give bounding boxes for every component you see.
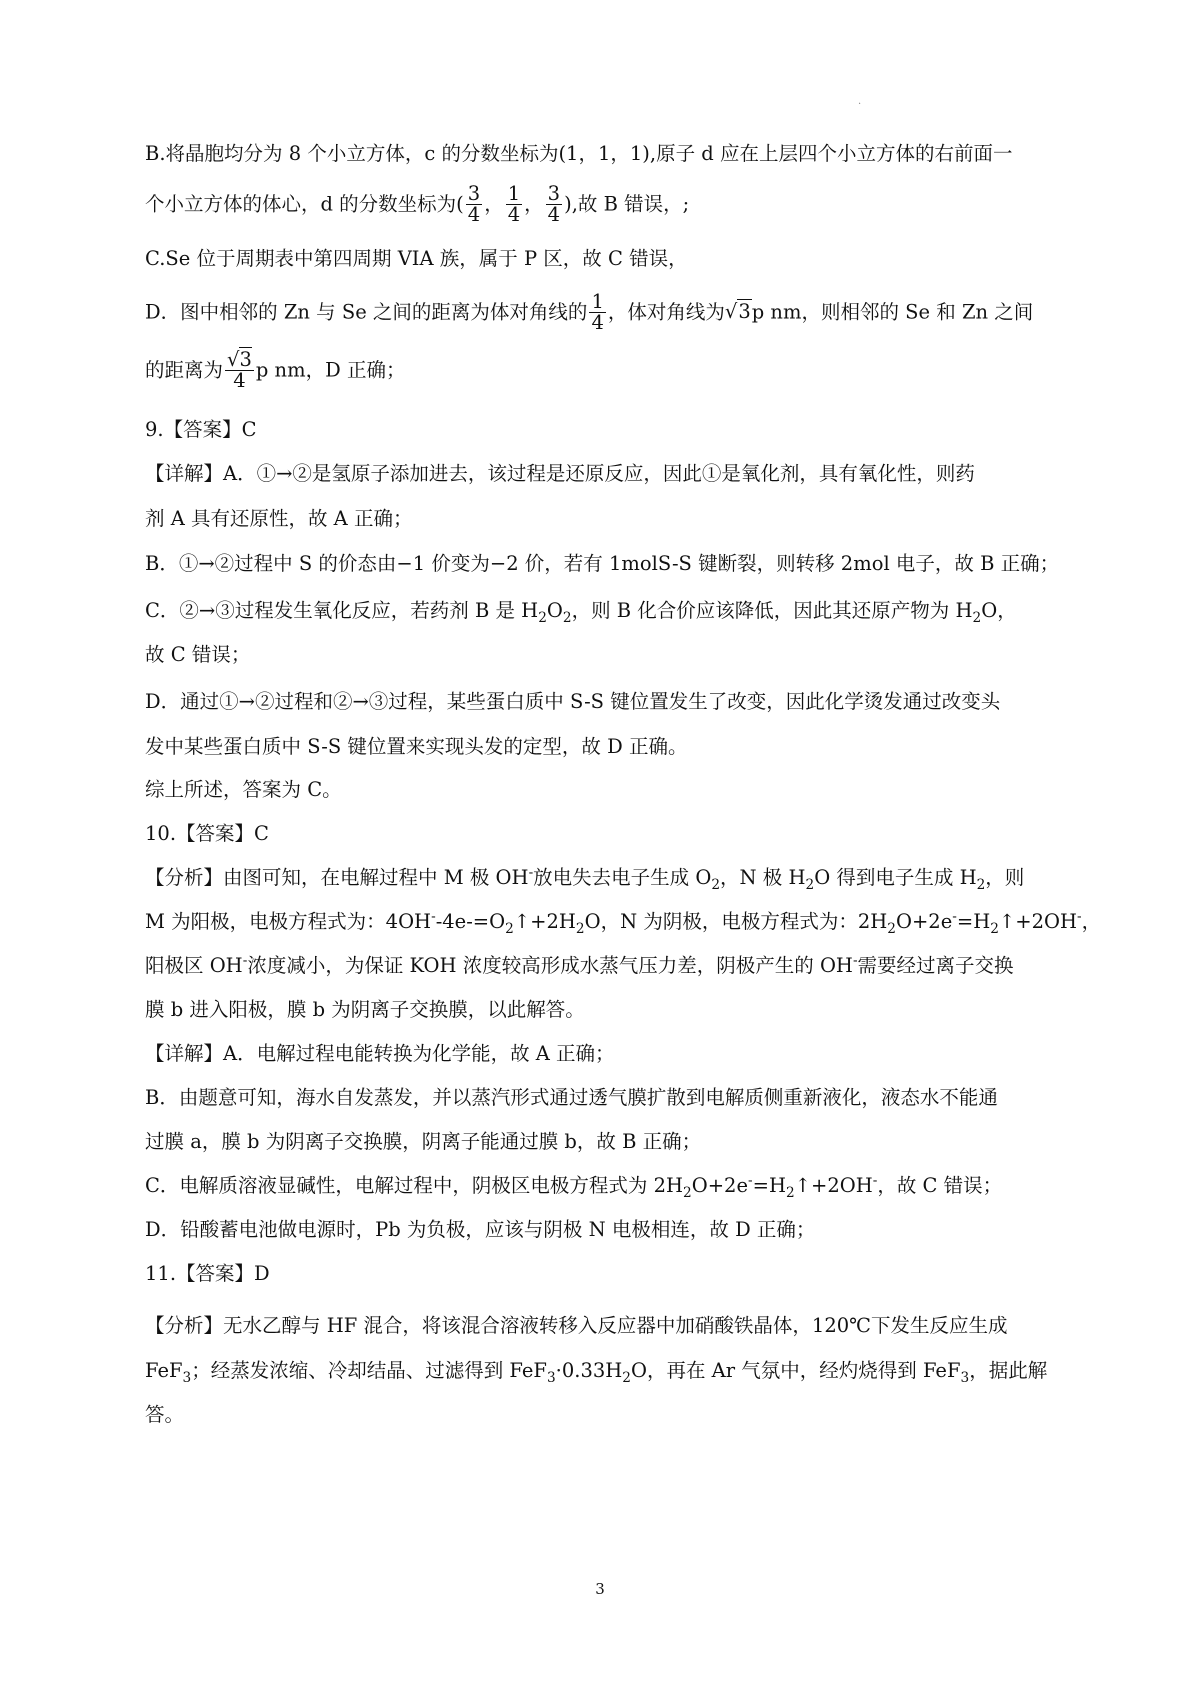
text-run: C．电解质溶液显碱性，电解过程中，阴极区电极方程式为 2H	[145, 1174, 684, 1197]
subscript: 2	[622, 1369, 631, 1386]
text-line	[145, 1357, 1075, 1385]
text-run: ，则 B 化合价应该降低，因此其还原产物为 H	[571, 599, 973, 622]
text-run: =H	[956, 910, 991, 933]
text-line: 【详解】A．电解过程电能转换为化学能，故 A 正确；	[145, 1042, 615, 1065]
text-run: ，	[1081, 910, 1102, 933]
text-run: O，	[981, 599, 1017, 622]
superscript: -	[431, 908, 436, 925]
text-run: 个小立方体的体心，d 的分数坐标为(	[145, 192, 464, 216]
numerator: 1	[507, 182, 521, 205]
superscript: -	[528, 864, 534, 881]
text-run: ),故 B 错误，;	[564, 192, 690, 216]
text-line: 【详解】A．①→②是氢原子添加进去，该过程是还原反应，因此①是氧化剂，具有氧化性，则药	[145, 462, 975, 485]
radicand: 3	[239, 348, 252, 371]
text-run: FeF	[145, 1359, 183, 1382]
subscript: 2	[990, 920, 999, 937]
scan-dot: .	[858, 96, 862, 107]
denominator: 4	[467, 203, 481, 227]
answer-heading: 10.【答案】C	[145, 822, 269, 845]
radicand: 3	[738, 300, 751, 324]
text-line: B.将晶胞均分为 8 个小立方体，c 的分数坐标为(1，1，1),原子 d 应在上层四个小立方体的右前面一	[145, 142, 1013, 165]
text-run: ·0.33H	[555, 1359, 623, 1382]
superscript: -	[242, 952, 248, 969]
text-line	[145, 908, 1102, 937]
text-line: 综上所述，答案为 C。	[145, 778, 342, 801]
text-line	[145, 292, 1075, 334]
square-root	[725, 298, 752, 326]
subscript: 3	[546, 1369, 556, 1386]
text-run: ，体对角线为	[607, 300, 725, 324]
text-line: 【分析】无水乙醇与 HF 混合，将该混合溶液转移入反应器中加硝酸铁晶体，120℃下发生反应生成	[145, 1314, 1008, 1337]
denominator: 4	[233, 369, 246, 393]
text-run: ↑+2OH	[998, 910, 1077, 933]
text-line: D．铅酸蓄电池做电源时，Pb 为负极，应该与阴极 N 电极相连，故 D 正确；	[145, 1218, 816, 1241]
text-line: B．由题意可知，海水自发蒸发，并以蒸汽形式通过透气膜扩散到电解质侧重新液化，液态水不能通	[145, 1086, 998, 1109]
text-run: 阳极区 OH	[145, 954, 243, 977]
denominator: 4	[591, 311, 604, 335]
text-run: ，N 极 H	[720, 866, 806, 889]
text-run: p nm，D 正确；	[255, 358, 406, 382]
text-run: ，	[524, 192, 544, 216]
text-line	[145, 864, 1075, 892]
text-run: 放电失去电子生成 O	[533, 866, 712, 889]
fraction	[466, 184, 482, 226]
text-run: ，	[484, 192, 504, 216]
numerator: 3	[467, 182, 481, 205]
numerator: 1	[591, 290, 604, 313]
subscript: 2	[538, 609, 547, 626]
text-line: D．通过①→②过程和②→③过程，某些蛋白质中 S-S 键位置发生了改变，因此化学烫发通过改变头	[145, 690, 1001, 713]
text-line: B．①→②过程中 S 的价态由−1 价变为−2 价，若有 1molS-S 键断裂，则转移 2mol 电子，故 B 正确；	[145, 552, 1060, 575]
text-line: 答。	[145, 1403, 185, 1426]
text-run: M 为阳极，电极方程式为：4OH	[145, 910, 432, 933]
answer-heading: 11.【答案】D	[145, 1262, 270, 1285]
text-run: ，据此解	[969, 1359, 1048, 1382]
radical-sign: √	[227, 348, 240, 371]
numerator: 3	[547, 182, 561, 205]
subscript: 2	[976, 876, 986, 893]
text-line	[145, 1172, 1075, 1200]
superscript: -	[952, 908, 957, 925]
fraction	[546, 184, 562, 226]
subscript: 2	[575, 920, 585, 937]
text-line	[145, 184, 1075, 226]
text-run: p nm，则相邻的 Se 和 Zn 之间	[751, 300, 1034, 324]
fraction	[506, 184, 522, 226]
text-run: 浓度减小，为保证 KOH 浓度较高形成水蒸气压力差，阴极产生的 OH	[247, 954, 853, 977]
text-run: O+2e	[691, 1174, 748, 1197]
text-run: O 得到电子生成 H	[814, 866, 977, 889]
text-run: ↑+2OH	[794, 1174, 873, 1197]
superscript: -	[748, 1172, 753, 1189]
text-run: ，故 C 错误；	[877, 1174, 1003, 1197]
superscript: -	[1076, 908, 1082, 925]
subscript: 2	[805, 876, 815, 893]
text-run: O	[546, 599, 563, 622]
subscript: 3	[182, 1369, 192, 1386]
superscript: -	[852, 952, 858, 969]
text-line: 膜 b 进入阳极，膜 b 为阴离子交换膜，以此解答。	[145, 998, 585, 1021]
answer-heading: 9.【答案】C	[145, 418, 257, 441]
text-run: C．②→③过程发生氧化反应，若药剂 B 是 H	[145, 599, 539, 622]
numerator	[225, 350, 254, 371]
subscript: 2	[887, 920, 896, 937]
subscript: 2	[972, 609, 982, 626]
text-run: =H	[752, 1174, 786, 1197]
subscript: 2	[562, 609, 572, 626]
text-run: ；经蒸发浓缩、冷却结晶、过滤得到 FeF	[191, 1359, 547, 1382]
text-run: D．图中相邻的 Zn 与 Se 之间的距离为体对角线的	[145, 300, 588, 324]
subscript: 3	[960, 1369, 970, 1386]
subscript: 2	[683, 1184, 692, 1201]
text-line: 剂 A 具有还原性，故 A 正确；	[145, 507, 413, 530]
text-line	[145, 350, 1075, 392]
radical-sign: √	[724, 300, 738, 324]
denominator: 4	[547, 203, 561, 227]
text-run: O，再在 Ar 气氛中，经灼烧得到 FeF	[630, 1359, 961, 1382]
text-run: O，N 为阴极，电极方程式为：2H	[584, 910, 888, 933]
subscript: 2	[505, 920, 514, 937]
fraction	[225, 350, 254, 392]
text-line: C.Se 位于周期表中第四周期 VIA 族，属于 P 区，故 C 错误，	[145, 247, 688, 270]
text-run: 需要经过离子交换	[857, 954, 1014, 977]
subscript: 2	[785, 1184, 795, 1201]
text-run: ，则	[985, 866, 1025, 889]
fraction	[589, 292, 605, 334]
text-run: -4e-=O	[435, 910, 506, 933]
page-number: 3	[595, 1580, 605, 1598]
subscript: 2	[711, 876, 721, 893]
text-line	[145, 597, 1075, 625]
text-run: ↑+2H	[513, 910, 576, 933]
denominator: 4	[507, 203, 521, 227]
superscript: -	[872, 1172, 878, 1189]
text-run: 【分析】由图可知，在电解过程中 M 极 OH	[145, 866, 529, 889]
text-line: 故 C 错误；	[145, 643, 251, 666]
text-run: O+2e	[895, 910, 953, 933]
text-line	[145, 952, 1075, 980]
text-run: 的距离为	[145, 358, 224, 382]
text-line: 发中某些蛋白质中 S-S 键位置来实现头发的定型，故 D 正确。	[145, 735, 688, 758]
text-line: 过膜 a，膜 b 为阴离子交换膜，阴离子能通过膜 b，故 B 正确；	[145, 1130, 702, 1153]
